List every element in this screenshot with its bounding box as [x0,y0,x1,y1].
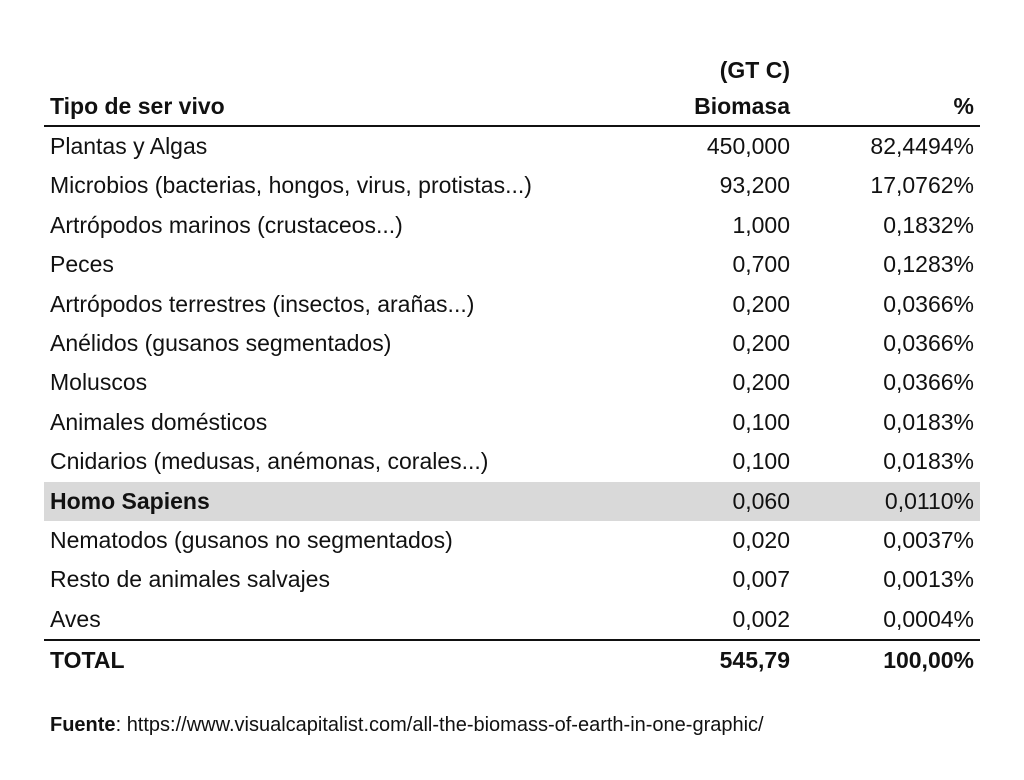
row-percent: 17,0762% [870,172,974,199]
row-name: Homo Sapiens [44,482,664,521]
row-percent: 0,0013% [883,566,974,593]
row-biomass: 0,200 [732,330,790,357]
table-row [44,482,980,521]
total-row [44,640,980,680]
row-percent: 82,4494% [870,133,974,159]
header-biomass: Biomasa [664,88,796,126]
row-percent: 0,0183% [883,408,974,435]
column-header-row [44,88,980,126]
table-row [44,126,980,166]
row-percent: 0,0110% [796,482,980,521]
table-row [44,560,980,599]
source-note [50,710,764,740]
row-name: Microbios (bacterias, hongos, virus, protistas...) [50,172,532,199]
row-name: Nematodos (gusanos no segmentados) [50,527,453,554]
header-name: Tipo de ser vivo [44,88,664,126]
row-percent: 0,0037% [883,527,974,554]
row-name: Resto de animales salvajes [50,566,330,593]
row-biomass: 93,200 [719,172,790,199]
row-biomass: 0,100 [732,448,790,475]
table-row [44,521,980,560]
row-name: Artrópodos marinos (crustaceos...) [50,211,403,238]
row-biomass: 0,200 [732,290,790,317]
table-row [44,403,980,442]
table-row [44,285,980,324]
table-row [44,600,980,640]
row-name: Peces [50,251,114,278]
table-row [44,206,980,245]
row-biomass: 1,000 [732,211,790,238]
source-separator: : [115,714,127,736]
table-row [44,166,980,205]
table-row [44,324,980,363]
total-biomass: 545,79 [664,640,796,680]
row-biomass: 0,200 [732,369,790,396]
row-biomass: 0,002 [732,605,790,632]
total-percent: 100,00% [796,640,980,680]
unit-header-blank [44,52,664,88]
table-row [44,245,980,284]
unit-header-blank-2 [796,52,980,88]
row-biomass: 450,000 [706,133,790,159]
row-name: Moluscos [50,369,148,396]
header-percent: % [796,88,980,126]
row-percent: 0,1832% [883,211,974,238]
row-percent: 0,1283% [883,251,974,278]
row-name: Aves [50,605,101,632]
row-name: Plantas y Algas [50,133,208,159]
row-percent: 0,0366% [883,330,974,357]
row-biomass: 0,060 [664,482,796,521]
row-name: Anélidos (gusanos segmentados) [50,330,392,357]
unit-header-row [44,52,980,88]
row-percent: 0,0183% [883,448,974,475]
row-percent: 0,0366% [883,369,974,396]
row-name: Animales domésticos [50,408,268,435]
row-biomass: 0,700 [732,251,790,278]
row-percent: 0,0004% [883,605,974,632]
table-row [44,442,980,481]
source-url: https://www.visualcapitalist.com/all-the-biomass-of-earth-in-one-graphic/ [126,714,764,736]
row-biomass: 0,007 [732,566,790,593]
source-label: Fuente [50,714,116,736]
row-biomass: 0,100 [732,408,790,435]
biomass-table [44,52,980,681]
row-name: Artrópodos terrestres (insectos, arañas...) [50,290,475,317]
table-body [44,126,980,640]
total-label: TOTAL [44,640,664,680]
table-row [44,363,980,402]
unit-header: (GT C) [719,57,790,83]
row-percent: 0,0366% [883,290,974,317]
biomass-table-container [44,52,980,681]
row-name: Cnidarios (medusas, anémonas, corales...) [50,448,489,475]
row-biomass: 0,020 [732,527,790,554]
